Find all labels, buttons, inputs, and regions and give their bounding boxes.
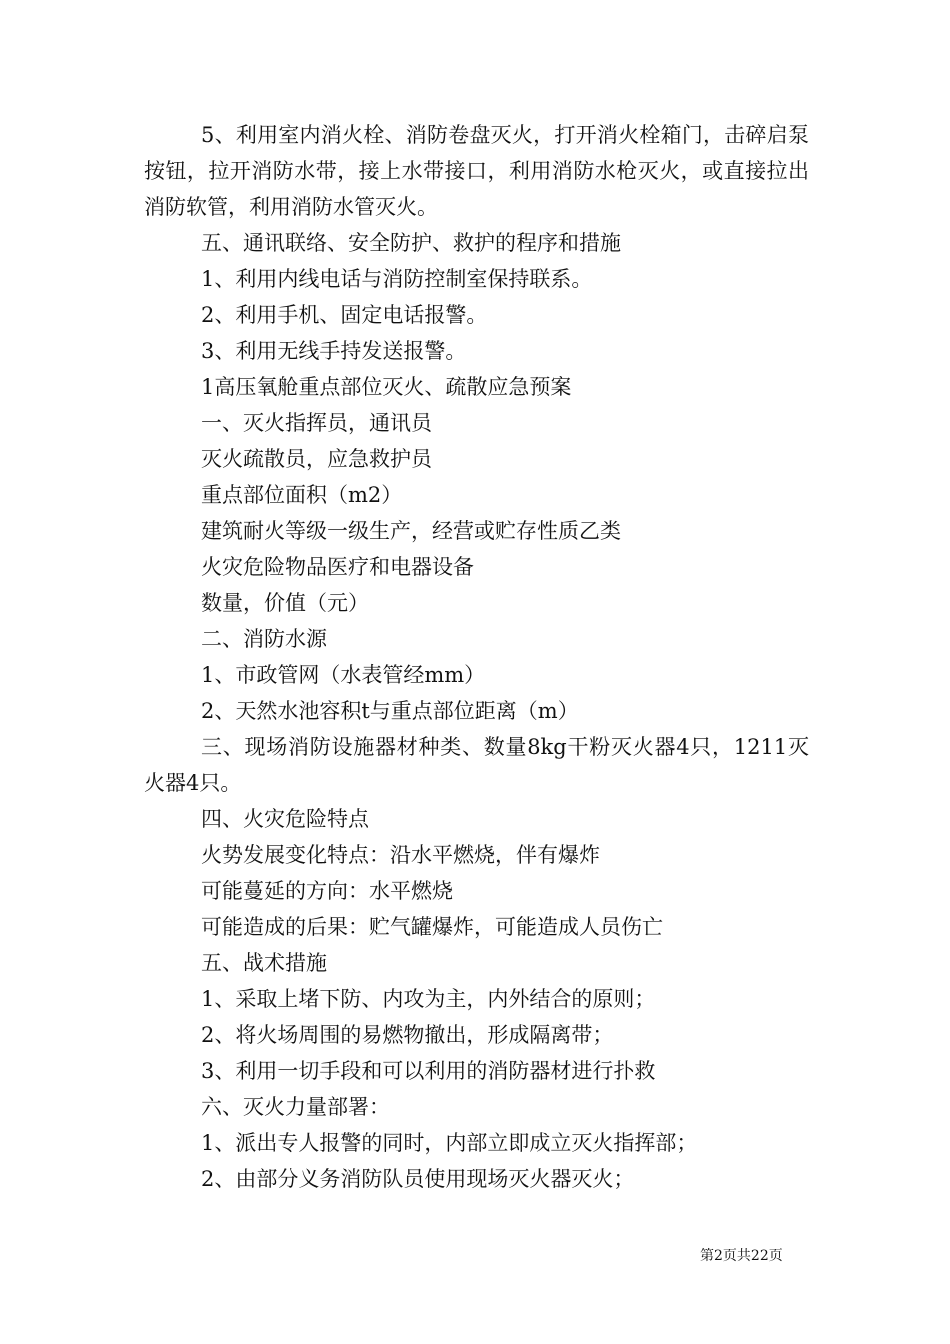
paragraph: 四、火灾危险特点 <box>201 807 369 831</box>
paragraph: 重点部位面积（m2） <box>201 483 403 507</box>
paragraph: 数量，价值（元） <box>201 591 369 615</box>
paragraph: 2、利用手机、固定电话报警。 <box>201 303 488 327</box>
paragraph: 灭火疏散员，应急救护员 <box>201 447 432 471</box>
document-body <box>144 117 809 1197</box>
paragraph: 三、现场消防设施器材种类、数量8kg干粉灭火器4只，1211灭火器4只。 <box>144 735 809 795</box>
paragraph: 一、灭火指挥员，通讯员 <box>201 411 432 435</box>
paragraph: 二、消防水源 <box>201 627 327 651</box>
paragraph: 1、市政管网（水表管经mm） <box>201 663 486 687</box>
paragraph: 五、战术措施 <box>201 951 327 975</box>
paragraph: 2、天然水池容积t与重点部位距离（m） <box>201 699 579 723</box>
paragraph: 3、利用无线手持发送报警。 <box>201 339 467 363</box>
paragraph: 1、派出专人报警的同时，内部立即成立灭火指挥部； <box>201 1131 698 1155</box>
paragraph: 1、利用内线电话与消防控制室保持联系。 <box>201 267 593 291</box>
paragraph: 火势发展变化特点：沿水平燃烧，伴有爆炸 <box>201 843 600 867</box>
paragraph: 1高压氧舱重点部位灭火、疏散应急预案 <box>201 375 572 399</box>
paragraph: 3、利用一切手段和可以利用的消防器材进行扑救 <box>201 1059 656 1083</box>
paragraph: 2、由部分义务消防队员使用现场灭火器灭火； <box>201 1167 635 1191</box>
paragraph: 5、利用室内消火栓、消防卷盘灭火，打开消火栓箱门，击碎启泵按钮，拉开消防水带，接上水带接口，利用消防水枪灭火，或直接拉出消防软管，利用消防水管灭火。 <box>144 123 809 219</box>
paragraph: 2、将火场周围的易燃物撤出，形成隔离带； <box>201 1023 614 1047</box>
paragraph: 五、通讯联络、安全防护、救护的程序和措施 <box>201 231 621 255</box>
paragraph: 火灾危险物品医疗和电器设备 <box>201 555 474 579</box>
paragraph: 六、灭火力量部署： <box>201 1095 390 1119</box>
paragraph: 可能造成的后果：贮气罐爆炸，可能造成人员伤亡 <box>201 915 663 939</box>
paragraph: 建筑耐火等级一级生产，经营或贮存性质乙类 <box>201 519 621 543</box>
page-number-footer: 第2页共22页 <box>700 1248 783 1264</box>
paragraph: 可能蔓延的方向：水平燃烧 <box>201 879 453 903</box>
paragraph: 1、采取上堵下防、内攻为主，内外结合的原则； <box>201 987 656 1011</box>
